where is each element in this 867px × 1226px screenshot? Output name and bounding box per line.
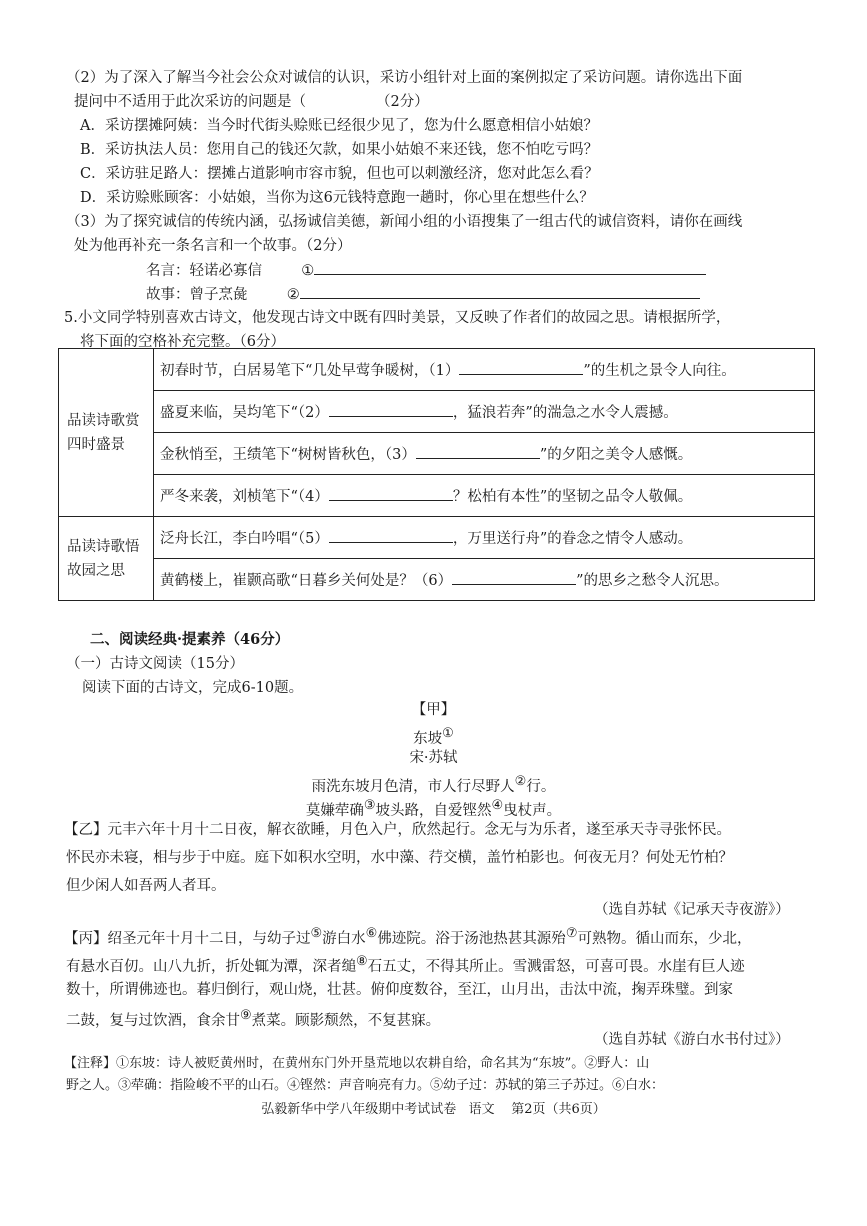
q4-sub3-line2: 处为他再补充一条名言和一个故事。（2分） [74,238,352,254]
answer-blank-1 [459,360,583,375]
poem-line-2: 莫嫌荦确③坡头路，自爱铿然④曳杖声。 [305,798,562,819]
option-d: D．采访赊账顾客：小姑娘，当你为这6元钱特意跑一趟时，你心里在想些什么？ [80,190,594,206]
yi-line-2: 怀民亦未寝，相与步于中庭。庭下如积水空明，水中藻、荇交横，盖竹柏影也。何夜无月？何处无竹柏？ [66,850,733,866]
table-row [59,433,815,475]
table-row [59,475,815,517]
answer-blank-6 [452,570,576,585]
table-row [59,517,815,559]
option-a: A．采访摆摊阿姨：当今时代街头赊账已经很少见了，您为什么愿意相信小姑娘？ [80,118,598,134]
q4-sub3-line1: （3）为了探究诚信的传统内涵，弘扬诚信美德，新闻小组的小语搜集了一组古代的诚信资料，请你在画线 [66,214,743,230]
answer-blank-3 [416,444,540,459]
table-cell: 盛夏来临，吴均笔下“（2） ，猛浪若奔”的湍急之水令人震撼。 [154,391,815,433]
q4-sub2-score: （2分） [376,94,429,110]
motto-row [146,260,706,281]
table-cell: 金秋悄至，王绩笔下“树树皆秋色，（3） ”的夕阳之美令人感慨。 [154,433,815,475]
yi-line-1: 【乙】元丰六年十月十二日夜，解衣欲睡，月色入户，欣然起行。念无与为乐者，遂至承天寺寻张怀民。 [64,822,731,838]
q5-intro-line2: 将下面的空格补充完整。（6分） [80,334,285,350]
poem-title: 东坡① [413,726,454,747]
bing-line-4: 二鼓，复与过饮酒，食余甘⑨煮菜。顾影颓然，不复甚寐。 [66,1008,441,1029]
story-blank-line [300,284,700,299]
table-row [59,391,815,433]
story-row [146,284,700,305]
table-cell: 泛舟长江，李白吟唱“（5） ，万里送行舟”的眷念之情令人感动。 [154,517,815,559]
yi-source: （选自苏轼《记承天寺夜游》） [594,902,790,918]
yi-line-3: 但少闲人如吾两人者耳。 [66,878,226,894]
option-b: B．采访执法人员：您用自己的钱还欠款，如果小姑娘不来还钱，您不怕吃亏吗？ [80,142,599,158]
q4-sub2-line1: （2）为了深入了解当今社会公众对诚信的认识，采访小组针对上面的案例拟定了采访问题。请你选出下面 [66,70,743,86]
bing-source: （选自苏轼《游白水书付过》） [594,1032,790,1048]
section-title: 二、阅读经典·提素养（46分） [90,631,290,648]
motto-blank-number: ① [301,263,315,279]
category-homeland: 品读诗歌悟故园之思 [59,517,154,601]
notes-line-1: 【注释】①东坡：诗人被贬黄州时，在黄州东门外开垦荒地以农耕自给，命名其为“东坡”。②野人：山 [64,1056,650,1071]
motto-blank-line [314,260,706,275]
story-label: 故事：曾子烹彘 [146,287,248,303]
q4-sub2-line2 [74,92,429,112]
bing-line-3: 数十，所谓佛迹也。暮归倒行，观山烧，壮甚。俯仰度数谷，至江，山月出，击汰中流，掬弄珠璧。到家 [66,982,733,998]
answer-blank-2 [329,402,453,417]
poem-line-1: 雨洗东坡月色清，市人行尽野人②行。 [311,774,556,795]
q4-sub2-prompt: 提问中不适用于此次采访的问题是（ [74,94,306,110]
story-blank-number: ② [286,287,300,303]
notes-line-2: 野之人。③荦确：指险峻不平的山石。④铿然：声音响亮有力。⑤幼子过：苏轼的第三子苏过。⑥白水： [66,1078,665,1093]
q5-intro-line1: 5.小文同学特别喜欢古诗文，他发现古诗文中既有四时美景，又反映了作者们的故园之思。请根据所学， [64,310,731,326]
part-title: （一）古诗文阅读（15分） [66,656,244,672]
poem-author: 宋·苏轼 [409,750,458,766]
bing-line-1: 【丙】绍圣元年十月十二日，与幼子过⑤游白水⑥佛迹院。浴于汤池热甚其源殆⑦可熟物。循山而东，少北， [64,926,752,947]
answer-blank-4 [329,486,453,501]
table-row [59,349,815,391]
motto-label: 名言：轻诺必寡信 [146,263,262,279]
table-row [59,559,815,601]
q5-table [58,348,815,601]
page-footer: 弘毅新华中学八年级期中考试试卷 语文 第2页（共6页） [261,1102,606,1117]
table-cell: 严冬来袭，刘桢笔下“（4） ？松柏有本性”的坚韧之品令人敬佩。 [154,475,815,517]
bing-line-2: 有悬水百仞。山八九折，折处辄为潭，深者缒⑧石五丈，不得其所止。雪溅雷怒，可喜可畏。水崖有巨人迹 [66,954,745,975]
answer-blank-5 [329,528,453,543]
option-c: C．采访驻足路人：摆摊占道影响市容市貌，但也可以刺激经济，您对此怎么看？ [80,166,599,182]
poem-label: 【甲】 [411,702,456,718]
category-seasons: 品读诗歌赏四时盛景 [59,349,154,517]
table-cell: 初春时节，白居易笔下“几处早莺争暖树，（1） ”的生机之景令人向往。 [154,349,815,391]
table-cell: 黄鹤楼上，崔颢高歌“日暮乡关何处是？（6） ”的思乡之愁令人沉思。 [154,559,815,601]
reading-instruction: 阅读下面的古诗文，完成6-10题。 [82,680,304,696]
